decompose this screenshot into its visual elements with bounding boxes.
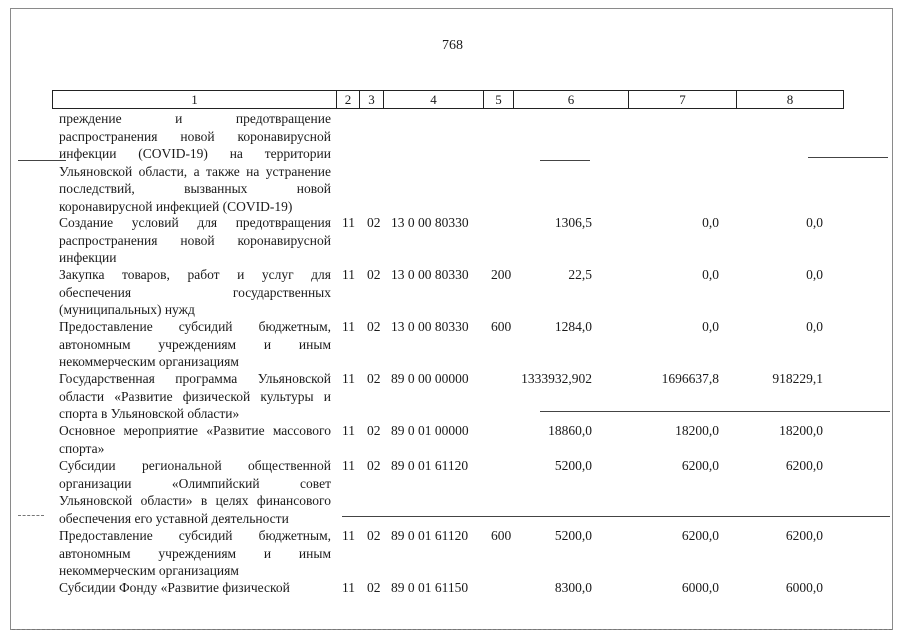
col-header-3: 3	[360, 91, 384, 109]
cell-target-code: 89 0 01 61150	[391, 580, 469, 595]
cell-expense-type: 200	[491, 267, 512, 282]
cell-target-code: 13 0 00 80330	[391, 267, 469, 282]
col-header-7: 7	[629, 91, 737, 109]
cell-subsection: 02	[367, 267, 381, 282]
cell-amount-6: 1284,0	[554, 319, 592, 334]
cell-subsection: 02	[367, 215, 381, 230]
table-row	[0, 110, 905, 214]
cell-subsection: 02	[367, 528, 381, 543]
cell-amount-6: 5200,0	[554, 458, 592, 473]
table-row	[0, 527, 905, 579]
row-description: Закупка товаров, работ и услуг для обеспечения государственных (муниципальных) нужд	[59, 267, 331, 317]
column-header-row	[53, 91, 844, 109]
row-description: Создание условий для предотвращения распространения новой коронавирусной инфекции	[59, 215, 331, 265]
cell-amount-6: 1306,5	[554, 215, 592, 230]
table-row	[0, 370, 905, 422]
cell-amount-6: 1333932,902	[521, 371, 592, 386]
cell-target-code: 89 0 01 00000	[391, 423, 469, 438]
row-description: Основное мероприятие «Развитие массового спорта»	[59, 423, 331, 456]
cell-target-code: 89 0 01 61120	[391, 528, 469, 543]
table-row	[0, 214, 905, 266]
cell-subsection: 02	[367, 580, 381, 595]
cell-amount-8: 6200,0	[785, 458, 823, 473]
cell-section: 11	[342, 215, 355, 230]
cell-amount-7: 6200,0	[681, 458, 719, 473]
table-row	[0, 266, 905, 318]
scan-rule	[540, 411, 890, 412]
cell-target-code: 89 0 01 61120	[391, 458, 469, 473]
cell-section: 11	[342, 580, 355, 595]
scan-rule	[12, 629, 892, 630]
cell-target-code: 89 0 00 00000	[391, 371, 469, 386]
col-header-5: 5	[484, 91, 514, 109]
col-header-6: 6	[514, 91, 629, 109]
cell-amount-8: 6000,0	[785, 580, 823, 595]
cell-subsection: 02	[367, 458, 381, 473]
cell-amount-8: 918229,1	[772, 371, 823, 386]
table-row	[0, 579, 905, 599]
row-description: Субсидии Фонду «Развитие физической	[59, 580, 290, 595]
cell-amount-8: 0,0	[806, 267, 823, 282]
cell-amount-6: 22,5	[568, 267, 592, 282]
cell-amount-7: 6000,0	[681, 580, 719, 595]
cell-section: 11	[342, 267, 355, 282]
table-row	[0, 318, 905, 370]
cell-amount-6: 18860,0	[548, 423, 592, 438]
cell-subsection: 02	[367, 423, 381, 438]
cell-section: 11	[342, 528, 355, 543]
scan-rule	[540, 160, 590, 161]
cell-expense-type: 600	[491, 319, 512, 334]
cell-amount-7: 6200,0	[681, 528, 719, 543]
scan-rule	[342, 516, 890, 517]
col-header-2: 2	[337, 91, 360, 109]
cell-amount-7: 18200,0	[675, 423, 719, 438]
cell-amount-7: 0,0	[702, 319, 719, 334]
page-number: 768	[442, 38, 463, 53]
row-description: Предоставление субсидий бюджетным, автономным учреждениям и иным некоммерческим организациям	[59, 528, 331, 578]
cell-amount-6: 8300,0	[554, 580, 592, 595]
cell-amount-8: 6200,0	[785, 528, 823, 543]
cell-section: 11	[342, 423, 355, 438]
row-description: Субсидии региональной общественной организации «Олимпийский совет Ульяновской области» в целях финансового обеспечения его уставной деятельности	[59, 458, 331, 526]
scan-rule	[18, 515, 44, 516]
row-description: Государственная программа Ульяновской области «Развитие физической культуры и спорта в Ульяновской области»	[59, 371, 331, 421]
table-row	[0, 422, 905, 457]
cell-subsection: 02	[367, 319, 381, 334]
cell-amount-7: 0,0	[702, 267, 719, 282]
cell-subsection: 02	[367, 371, 381, 386]
row-description: преждение и предотвращение распространения новой коронавирусной инфекции (COVID-19) на территории Ульяновской области, а также на устранение последствий, вызванных новой коронавирусной инфекцией (COVID-19)	[59, 111, 331, 214]
budget-table-body	[0, 110, 905, 599]
cell-section: 11	[342, 371, 355, 386]
cell-amount-7: 0,0	[702, 215, 719, 230]
row-description: Предоставление субсидий бюджетным, автономным учреждениям и иным некоммерческим организациям	[59, 319, 331, 369]
col-header-8: 8	[737, 91, 844, 109]
cell-amount-8: 18200,0	[779, 423, 823, 438]
cell-expense-type: 600	[491, 528, 512, 543]
cell-target-code: 13 0 00 80330	[391, 319, 469, 334]
cell-amount-6: 5200,0	[554, 528, 592, 543]
col-header-4: 4	[384, 91, 484, 109]
cell-target-code: 13 0 00 80330	[391, 215, 469, 230]
cell-amount-7: 1696637,8	[661, 371, 719, 386]
scan-rule	[808, 157, 888, 158]
scan-rule	[18, 160, 66, 161]
col-header-1: 1	[53, 91, 337, 109]
cell-amount-8: 0,0	[806, 319, 823, 334]
cell-section: 11	[342, 319, 355, 334]
cell-amount-8: 0,0	[806, 215, 823, 230]
column-header-table	[52, 90, 844, 109]
cell-section: 11	[342, 458, 355, 473]
